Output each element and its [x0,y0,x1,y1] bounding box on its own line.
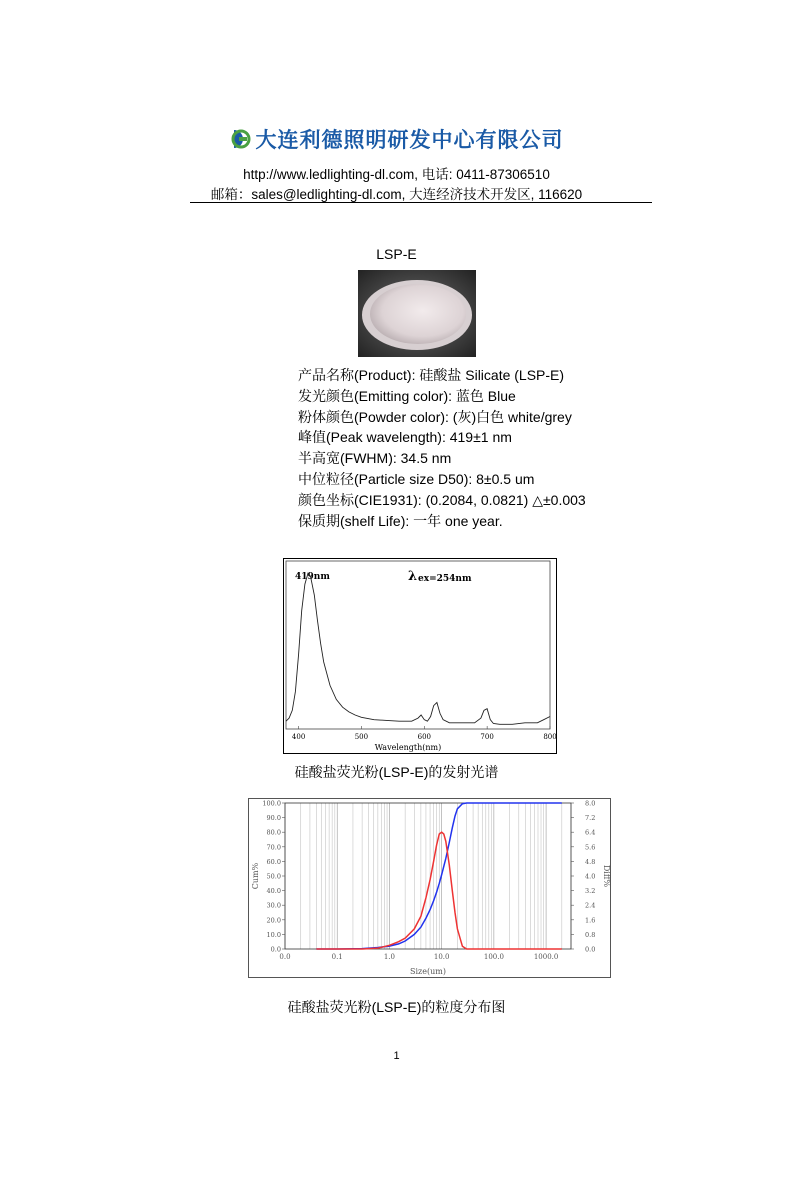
spec-emitting-color: 发光颜色(Emitting color): 蓝色 Blue [298,387,516,404]
product-title: LSP-E [376,246,417,262]
particle-y2-tick-label: 8.0 [585,799,596,808]
spec-powder-color: 粉体颜色(Powder color): (灰)白色 white/grey [298,408,572,425]
spec-product: 产品名称(Product): 硅酸盐 Silicate (LSP-E) [298,367,565,383]
particle-y2-tick-label: 0.0 [585,945,596,954]
particle-y-tick-label: 0.0 [270,945,281,954]
particle-y-tick-label: 40.0 [266,887,281,896]
particle-y-tick-label: 50.0 [266,872,281,881]
particle-y2-tick-label: 4.0 [585,872,596,881]
particle-y2-tick-label: 0.8 [585,930,596,939]
emission-x-tick-label: 600 [417,733,431,741]
page-number: 1 [393,1050,400,1062]
particle-y-tick-label: 70.0 [266,843,281,852]
peak-annotation: 419nm [295,572,330,582]
particle-x-tick-label: 100.0 [483,953,504,961]
particle-x-axis-label: Size(um) [410,967,446,976]
particle-y2-tick-label: 1.6 [585,916,596,925]
particle-y2-tick-label: 6.4 [585,828,596,837]
emission-x-tick-label: 500 [354,733,369,741]
company-name: 大连利德照明研发中心有限公司 [255,127,564,152]
spec-peak-wavelength: 峰值(Peak wavelength): 419±1 nm [298,429,512,446]
particle-y2-tick-label: 4.8 [585,857,596,866]
particle-y2-axis-label: Diff% [602,864,611,888]
excitation-annotation: ex=254nm [418,574,472,584]
particle-size-chart [248,798,611,978]
emission-caption: 硅酸盐荧光粉(LSP-E)的发射光谱 [294,764,499,780]
company-logo-icon [230,128,252,150]
particle-y-axis-label: Cum% [251,862,260,890]
contact-line: http://www.ledlighting-dl.com, 电话: 0411-87306510 [243,167,550,182]
particle-y2-tick-label: 3.2 [585,887,596,896]
particle-y2-tick-label: 5.6 [585,843,596,852]
emission-x-tick-label: 800 [543,733,557,741]
emission-x-tick-label: 700 [480,733,494,741]
particle-y2-tick-label: 2.4 [585,901,596,910]
powder-photo [358,270,476,357]
spec-particle-size: 中位粒径(Particle size D50): 8±0.5 um [298,470,535,487]
emission-x-tick-label: 400 [291,733,306,741]
particle-x-tick-label: 10.0 [433,953,450,961]
particle-caption: 硅酸盐荧光粉(LSP-E)的粒度分布图 [287,999,506,1015]
emission-x-axis-label: Wavelength(nm) [374,743,442,752]
particle-y-tick-label: 30.0 [266,901,281,910]
spec-shelf-life: 保质期(shelf Life): 一年 one year. [298,512,503,529]
particle-y-tick-label: 10.0 [266,930,281,939]
particle-y-tick-label: 20.0 [266,916,281,925]
spec-list [298,365,586,531]
spec-cie: 颜色坐标(CIE1931): (0.2084, 0.0821) △±0.003 [298,491,586,508]
particle-x-tick-label: 1.0 [383,953,395,961]
letterhead-logo [0,124,793,154]
address-line: 邮箱：sales@ledlighting-dl.com, 大连经济技术开发区, 116620 [210,187,583,202]
header-divider [190,202,652,203]
emission-spectrum-chart [283,558,557,754]
particle-y-tick-label: 60.0 [266,857,281,866]
particle-x-tick-label: 0.0 [279,953,291,961]
particle-x-tick-label: 0.1 [331,953,343,961]
particle-y-tick-label: 100.0 [262,799,281,808]
particle-y-tick-label: 80.0 [266,828,281,837]
spec-fwhm: 半高宽(FWHM): 34.5 nm [298,450,452,467]
emission-plot-area [286,561,550,729]
particle-y-tick-label: 90.0 [266,814,281,823]
lambda-symbol: λ [408,569,418,584]
particle-x-tick-label: 1000.0 [533,953,559,961]
particle-y2-tick-label: 7.2 [585,814,596,823]
